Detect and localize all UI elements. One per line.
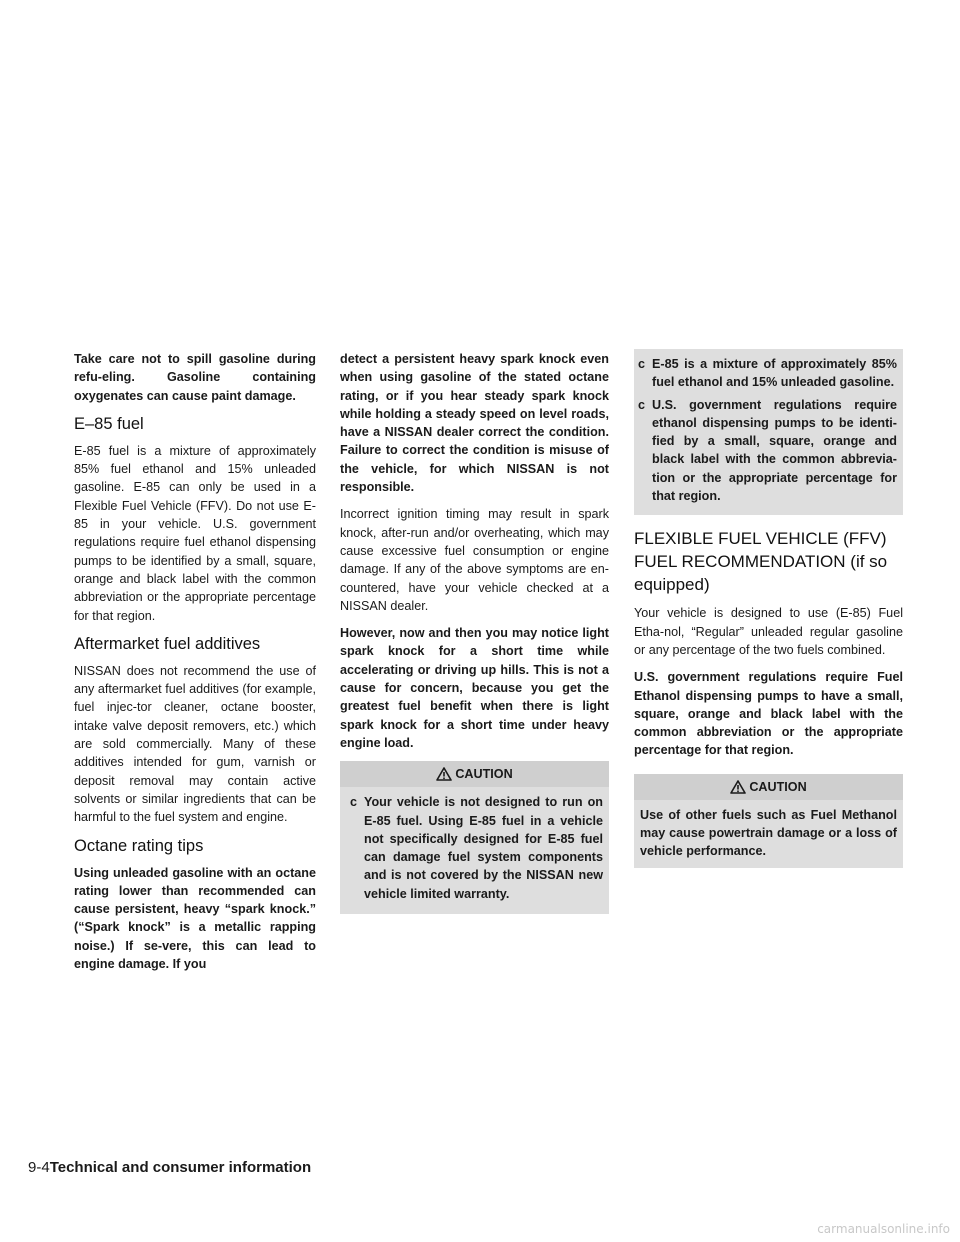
heading-aftermarket-additives: Aftermarket fuel additives <box>74 634 261 653</box>
column-middle <box>340 350 609 923</box>
list-item <box>634 355 897 392</box>
page-footer <box>28 1158 311 1178</box>
heading-ffv-recommendation: FLEXIBLE FUEL VEHICLE (FFV) FUEL RECOMMENDATION (if so equipped) <box>634 529 888 595</box>
ffv-regulation-paragraph: U.S. government regulations require Fuel Ethanol dispensing pumps to have a small, square, orange and black label with the common abbreviation or the appropriate percentage for that region. <box>634 670 903 758</box>
caution-box-methanol <box>634 774 903 868</box>
additives-paragraph: NISSAN does not recommend the use of any aftermarket fuel additives (for example, fuel injec-tor cleaner, octane booster, intake valve deposit removers, etc.) which are sold commercially. Many of these additives intended for gum, varnish or deposit removal may contain active solvents or similar ingredients that can be harmful to the fuel system and engine. <box>74 663 316 825</box>
caution-box-e85 <box>340 761 609 914</box>
caution-header <box>340 761 609 787</box>
caution-label: CAUTION <box>749 779 807 794</box>
bullet-marker: c <box>638 397 646 412</box>
bullet-marker: c <box>350 795 358 810</box>
watermark: carmanualsonline.info <box>817 1222 950 1236</box>
column-right <box>634 350 903 877</box>
e85-paragraph: E-85 fuel is a mixture of approximately 85% fuel ethanol and 15% unleaded gasoline. E-85 can only be used in a Flexible Fuel Vehicle (FFV). Do not use E-85 in your vehicle. U.S. government regulations require fuel ethanol dispensing pumps to be identified by a small, square, orange and black label with the common abbreviation or the appropriate percentage for that region. <box>74 443 316 623</box>
e85-mixture-note: E-85 is a mixture of approximately 85% fuel ethanol and 15% unleaded gasoline. <box>652 357 897 390</box>
spark-knock-paragraph: detect a persistent heavy spark knock even when using gasoline of the stated octane rating, or if you hear steady spark knock while holding a steady speed on level roads, have a NISSAN dealer correct the condition. Failure to correct the condition is misuse of the vehicle, for which NISSAN is not responsible. <box>340 352 609 495</box>
ignition-timing-paragraph: Incorrect ignition timing may result in spark knock, after-run and/or overheating, which may cause excessive fuel consumption or engine damage. If any of the above symptoms are en-countered, have your vehicle checked at a NISSAN dealer. <box>340 507 609 613</box>
section-title: Technical and consumer information <box>49 1159 312 1176</box>
caution-icon <box>436 767 452 781</box>
list-item <box>346 793 603 903</box>
regulation-note: U.S. government regulations require ethanol dispensing pumps to be identi-fied by a small, square, orange and black label with the common abbrevia-tion or the appropriate percentage for that region. <box>652 397 897 504</box>
list-item <box>634 396 897 506</box>
ffv-paragraph: Your vehicle is designed to use (E-85) Fuel Etha-nol, “Regular” unleaded regular gasoline or any percentage of the two fuels combined. <box>634 606 903 657</box>
light-knock-paragraph: However, now and then you may notice light spark knock for a short time while accelerating or driving up hills. This is not a cause for concern, because you get the greatest fuel benefit when there is light spark knock for a short time under heavy engine load. <box>340 626 609 750</box>
heading-e85-fuel: E–85 fuel <box>74 414 144 433</box>
caution-header <box>634 774 903 800</box>
e85-notes-box <box>634 349 903 515</box>
caution-label: CAUTION <box>455 767 513 782</box>
caution-icon <box>730 780 746 794</box>
octane-paragraph: Using unleaded gasoline with an octane rating lower than recommended can cause persistent, heavy “spark knock.” (“Spark knock” is a metallic rapping noise.) If se-vere, this can lead to engine damage. If you <box>74 865 316 972</box>
heading-octane-tips: Octane rating tips <box>74 836 204 855</box>
caution-methanol-text: Use of other fuels such as Fuel Methanol may cause powertrain damage or a loss of vehicle performance. <box>640 807 897 859</box>
refueling-warning: Take care not to spill gasoline during refu-eling. Gasoline containing oxygenates can cause paint damage. <box>74 352 316 403</box>
caution-e85-text: Your vehicle is not designed to run on E-85 fuel. Using E-85 fuel in a vehicle not specifically designed for E-85 fuel can damage fuel system components and is not covered by the NISSAN new vehicle limited warranty. <box>364 795 603 901</box>
page-number: 9-4 <box>28 1159 50 1176</box>
bullet-marker: c <box>638 357 646 371</box>
column-left <box>74 350 316 982</box>
